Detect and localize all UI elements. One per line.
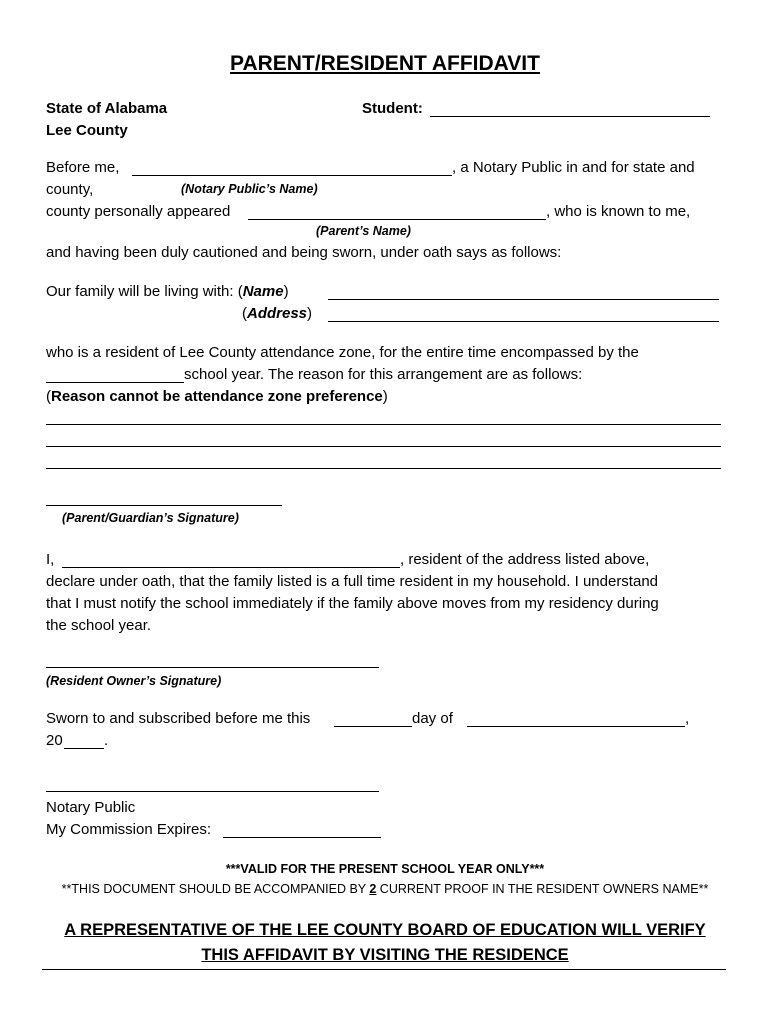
county-word: county, bbox=[46, 181, 94, 198]
name-close-paren: ) bbox=[283, 283, 289, 300]
declaration-i: I, bbox=[46, 551, 55, 568]
bottom-divider bbox=[42, 969, 726, 970]
accompany-notice: **THIS DOCUMENT SHOULD BE ACCOMPANIED BY 2 CURRENT PROOF IN THE RESIDENT OWNERS NAME** bbox=[61, 882, 709, 896]
page-title: PARENT/RESIDENT AFFIDAVIT bbox=[230, 52, 540, 75]
sworn-period: . bbox=[104, 732, 109, 749]
resident-line-2: school year. The reason for this arrangement are as follows: bbox=[184, 366, 583, 383]
parent-name-caption: (Parent’s Name) bbox=[316, 224, 411, 238]
reason-line-3[interactable] bbox=[46, 468, 721, 469]
sworn-comma: , bbox=[685, 710, 690, 727]
parent-name-field[interactable] bbox=[248, 219, 546, 220]
student-name-field[interactable] bbox=[430, 116, 710, 117]
declaration-line-3: that I must notify the school immediately if the family above moves from my residency during bbox=[46, 595, 659, 612]
sworn-statement: and having been duly cautioned and being sworn, under oath says as follows: bbox=[46, 244, 562, 261]
declaration-line-4: the school year. bbox=[46, 617, 152, 634]
before-me-text: Before me, bbox=[46, 159, 120, 176]
valid-notice: ***VALID FOR THE PRESENT SCHOOL YEAR ONLY*** bbox=[225, 862, 545, 876]
reason-line-1[interactable] bbox=[46, 424, 721, 425]
sworn-line-prefix: Sworn to and subscribed before me this bbox=[46, 710, 311, 727]
notary-name-field[interactable] bbox=[132, 175, 452, 176]
name-label: Name bbox=[242, 283, 284, 300]
notary-public-text: , a Notary Public in and for state and bbox=[452, 159, 695, 176]
parent-signature-caption: (Parent/Guardian’s Signature) bbox=[62, 511, 239, 525]
sworn-year-prefix: 20 bbox=[46, 732, 63, 749]
proof-count: 2 bbox=[369, 882, 377, 896]
living-with-row bbox=[46, 281, 289, 303]
living-with-name-field[interactable] bbox=[328, 299, 719, 300]
state-label: State of Alabama bbox=[46, 100, 168, 117]
reason-line-2[interactable] bbox=[46, 446, 721, 447]
living-with-address-field[interactable] bbox=[328, 321, 719, 322]
known-to-me-text: , who is known to me, bbox=[546, 203, 691, 220]
verify-notice-line-2: THIS AFFIDAVIT BY VISITING THE RESIDENCE bbox=[201, 946, 569, 964]
declaration-line-2: declare under oath, that the family listed is a full time resident in my household. I understand bbox=[46, 573, 659, 590]
resident-line-1: who is a resident of Lee County attendance zone, for the entire time encompassed by the bbox=[46, 344, 639, 361]
resident-signature-field[interactable] bbox=[46, 667, 379, 668]
sworn-day-field[interactable] bbox=[334, 726, 412, 727]
declaration-after-blank: , resident of the address listed above, bbox=[400, 551, 650, 568]
school-year-field[interactable] bbox=[46, 382, 184, 383]
reason-note-row: (Reason cannot be attendance zone preference) bbox=[46, 388, 388, 405]
resident-signature-caption: (Resident Owner’s Signature) bbox=[46, 674, 222, 688]
notary-public-label: Notary Public bbox=[46, 799, 136, 816]
resident-name-field[interactable] bbox=[62, 567, 400, 568]
county-label: Lee County bbox=[46, 122, 128, 139]
address-row: (Address) bbox=[242, 305, 313, 322]
notary-signature-field[interactable] bbox=[46, 791, 379, 792]
notary-name-caption: (Notary Public’s Name) bbox=[181, 182, 318, 196]
address-close-paren: ) bbox=[307, 305, 313, 322]
sworn-year-field[interactable] bbox=[64, 748, 104, 749]
verify-notice-line-1: A REPRESENTATIVE OF THE LEE COUNTY BOARD OF EDUCATION WILL VERIFY bbox=[64, 921, 706, 939]
commission-expires-field[interactable] bbox=[223, 837, 381, 838]
sworn-month-field[interactable] bbox=[467, 726, 685, 727]
reason-note: Reason cannot be attendance zone preference bbox=[51, 388, 383, 405]
student-label: Student: bbox=[362, 100, 423, 117]
living-with-prefix: Our family will be living with: ( bbox=[46, 283, 243, 300]
parent-signature-field[interactable] bbox=[46, 505, 282, 506]
address-label: Address bbox=[247, 305, 308, 322]
sworn-day-of: day of bbox=[412, 710, 453, 727]
commission-label: My Commission Expires: bbox=[46, 821, 212, 838]
county-appeared-text: county personally appeared bbox=[46, 203, 231, 220]
